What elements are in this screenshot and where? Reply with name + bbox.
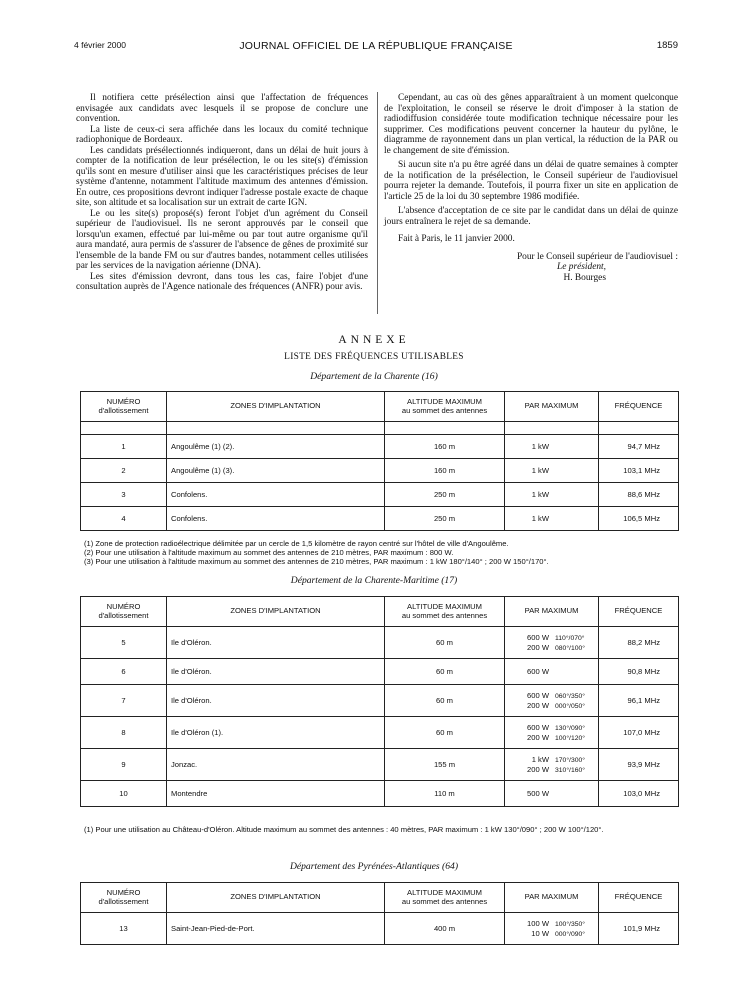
par-power: 200 W xyxy=(527,642,549,652)
column-header-num: NUMÉRO d'allotissement xyxy=(81,883,167,913)
column-divider xyxy=(377,92,378,314)
max-altitude: 155 m xyxy=(385,749,505,781)
implantation-zone: Confolens. xyxy=(167,483,385,507)
par-power: 600 W xyxy=(527,632,549,642)
table-spacer-row xyxy=(81,422,679,435)
par-line xyxy=(519,490,594,499)
column-header-num: NUMÉRO d'allotissement xyxy=(81,597,167,627)
implantation-zone: Saint-Jean-Pied-de-Port. xyxy=(167,913,385,945)
page-header xyxy=(74,40,678,54)
par-angles: 060°/350° xyxy=(555,692,586,700)
max-par xyxy=(505,685,599,717)
par-power: 500 W xyxy=(527,789,549,798)
max-altitude: 400 m xyxy=(385,913,505,945)
paragraph: Les candidats présélectionnés indiqueront, dans un délai de huit jours à compter de la notification de leur présélection, le ou les site(s) d'émission qu'ils sont en mesure d'utiliser ainsi que les caractéristiques précises de leur système d'antenne, notamment l'altitude maximum des antennes d'émission. En outre, ces propositions devront indiquer l'adresse postale exacte de chaque site, son altitude et sa localisation sur un extrait de carte IGN. xyxy=(76,145,368,208)
implantation-zone: Montendre xyxy=(167,781,385,807)
implantation-zone: Ile d'Oléron. xyxy=(167,627,385,659)
par-angles: 100°/120° xyxy=(555,734,586,742)
table-row xyxy=(81,781,679,807)
frequency: 88,2 MHz xyxy=(599,627,679,659)
paragraph: Si aucun site n'a pu être agréé dans un délai de quatre semaines à compter de la notification de la présélection, le Conseil supérieur de l'audiovisuel pourra rejeter la demande. Toutefois, il pourra fixer un site en application de l'article 25 de la loi du 30 septembre 1986 modifiée. xyxy=(384,160,678,202)
paragraph: Les sites d'émission devront, dans tous les cas, faire l'objet d'une consultation auprès de l'Agence nationale des fréquences (ANFR) pour avis. xyxy=(76,271,368,292)
column-header-altitude: ALTITUDE MAXIMUM au sommet des antennes xyxy=(385,392,505,422)
max-par xyxy=(505,659,599,685)
table-header-row xyxy=(81,392,679,422)
column-header-frequency: FRÉQUENCE xyxy=(599,392,679,422)
table-row xyxy=(81,749,679,781)
column-header-zones: ZONES D'IMPLANTATION xyxy=(167,883,385,913)
allotment-number: 4 xyxy=(81,507,167,531)
signature-for: Pour le Conseil supérieur de l'audiovisuel : xyxy=(516,251,678,262)
table-row xyxy=(81,507,679,531)
annexe-title: ANNEXE xyxy=(338,334,410,346)
par-line xyxy=(519,643,594,653)
par-angles: 310°/160° xyxy=(555,766,586,774)
max-par xyxy=(505,483,599,507)
paragraph: Il notifiera cette présélection ainsi que l'affectation de fréquences envisagée aux candidats avec lesquels il se propose de conclure une convention. xyxy=(76,93,368,124)
allotment-number: 7 xyxy=(81,685,167,717)
implantation-zone: Ile d'Oléron. xyxy=(167,659,385,685)
footnote: (2) Pour une utilisation à l'altitude maximum au sommet des antennes de 210 mètres, PAR maximum : 800 W. xyxy=(84,547,454,557)
frequency: 90,8 MHz xyxy=(599,659,679,685)
par-power: 1 kW xyxy=(531,754,549,764)
max-altitude: 60 m xyxy=(385,685,505,717)
par-angles: 110°/070° xyxy=(555,634,585,642)
department-title: Département de la Charente (16) xyxy=(310,371,438,382)
frequency: 103,1 MHz xyxy=(599,459,679,483)
table-header-row xyxy=(81,597,679,627)
table-row xyxy=(81,435,679,459)
footnote: (3) Pour une utilisation à l'altitude maximum au sommet des antennes de 210 mètres, PAR maximum : 1 kW 180°/140° ; 200 W 150°/170°. xyxy=(84,556,549,566)
department-title: Département des Pyrénées-Atlantiques (64) xyxy=(289,861,459,872)
max-par xyxy=(505,913,599,945)
par-power: 1 kW xyxy=(531,490,549,499)
table-row xyxy=(81,627,679,659)
page-number: 1859 xyxy=(656,40,678,51)
par-line xyxy=(519,667,594,676)
par-line xyxy=(519,723,594,733)
max-par xyxy=(505,459,599,483)
par-power: 10 W xyxy=(531,928,549,938)
table-row xyxy=(81,459,679,483)
par-angles: 000°/050° xyxy=(555,702,586,710)
par-angles: 170°/300° xyxy=(555,756,586,764)
par-power: 200 W xyxy=(527,700,549,710)
paragraph: Le ou les site(s) proposé(s) feront l'objet d'un agrément du Conseil supérieur de l'audiovisuel. Ils ne seront approuvés par le conseil que lorsqu'un examen, effectué par lui-même ou par tout autre organisme qu'il aura mandaté, aura permis de s'assurer de l'absence de gênes de proximité sur l'ensemble de la bande FM ou sur d'autres bandes, notamment celles utilisées par les services de la navigation aérienne (DNA). xyxy=(76,208,368,271)
par-angles: 080°/100° xyxy=(555,644,586,652)
allotment-number: 8 xyxy=(81,717,167,749)
par-angles: 100°/350° xyxy=(555,920,586,928)
column-header-num: NUMÉRO d'allotissement xyxy=(81,392,167,422)
implantation-zone: Ile d'Oléron (1). xyxy=(167,717,385,749)
frequency: 103,0 MHz xyxy=(599,781,679,807)
par-line xyxy=(519,733,594,743)
column-header-altitude: ALTITUDE MAXIMUM au sommet des antennes xyxy=(385,883,505,913)
par-power: 600 W xyxy=(527,667,549,676)
max-par xyxy=(505,507,599,531)
table-row xyxy=(81,717,679,749)
max-par xyxy=(505,749,599,781)
annexe-subtitle: LISTE DES FRÉQUENCES UTILISABLES xyxy=(284,352,464,362)
footnote: (1) Pour une utilisation au Château-d'Oléron. Altitude maximum au sommet des antennes : 40 mètres, PAR maximum : 1 kW 130°/090° ; 200 W 100°/120°. xyxy=(84,825,604,834)
frequency: 96,1 MHz xyxy=(599,685,679,717)
par-line xyxy=(519,691,594,701)
column-header-par: PAR MAXIMUM xyxy=(505,883,599,913)
implantation-zone: Angoulême (1) (3). xyxy=(167,459,385,483)
frequency: 106,5 MHz xyxy=(599,507,679,531)
par-line xyxy=(519,765,594,775)
column-header-zones: ZONES D'IMPLANTATION xyxy=(167,392,385,422)
table-header-row xyxy=(81,883,679,913)
frequency: 94,7 MHz xyxy=(599,435,679,459)
table-row xyxy=(81,685,679,717)
signature-role: Le président, xyxy=(557,262,606,273)
closing-line: Fait à Paris, le 11 janvier 2000. xyxy=(398,234,515,244)
max-par xyxy=(505,627,599,659)
frequency: 107,0 MHz xyxy=(599,717,679,749)
max-par xyxy=(505,435,599,459)
max-altitude: 110 m xyxy=(385,781,505,807)
par-power: 600 W xyxy=(527,690,549,700)
paragraph: La liste de ceux-ci sera affichée dans les locaux du comité technique radiophonique de Bordeaux. xyxy=(76,124,368,145)
allotment-number: 5 xyxy=(81,627,167,659)
signature-block xyxy=(384,252,678,284)
allotment-number: 6 xyxy=(81,659,167,685)
column-header-frequency: FRÉQUENCE xyxy=(599,597,679,627)
column-header-par: PAR MAXIMUM xyxy=(505,597,599,627)
department-title: Département de la Charente-Maritime (17) xyxy=(290,575,458,586)
par-power: 200 W xyxy=(527,732,549,742)
header-title: JOURNAL OFFICIEL DE LA RÉPUBLIQUE FRANÇAISE xyxy=(239,40,513,52)
allotment-number: 13 xyxy=(81,913,167,945)
max-altitude: 60 m xyxy=(385,717,505,749)
implantation-zone: Jonzac. xyxy=(167,749,385,781)
paragraph: Cependant, au cas où des gênes apparaîtraient à un moment quelconque de l'exploitation, le conseil se réserve le droit d'imposer à la station de radiodiffusion considérée toute modification technique nécessaire pour les supprimer. Ces modifications peuvent concerner la hauteur du pylône, le diagramme de rayonnement dans un plan vertical, la réduction de la PAR ou le changement de site d'émission. xyxy=(384,93,678,156)
par-power: 600 W xyxy=(527,722,549,732)
paragraph: L'absence d'acceptation de ce site par le candidat dans un délai de quinze jours entraînera le rejet de sa demande. xyxy=(384,206,678,227)
frequency: 101,9 MHz xyxy=(599,913,679,945)
par-power: 1 kW xyxy=(531,466,549,475)
column-header-zones: ZONES D'IMPLANTATION xyxy=(167,597,385,627)
max-altitude: 60 m xyxy=(385,659,505,685)
par-line xyxy=(519,701,594,711)
frequency-table xyxy=(80,596,679,807)
column-header-frequency: FRÉQUENCE xyxy=(599,883,679,913)
signature-name: H. Bourges xyxy=(563,273,606,284)
max-altitude: 60 m xyxy=(385,627,505,659)
right-column xyxy=(384,93,678,284)
implantation-zone: Ile d'Oléron. xyxy=(167,685,385,717)
par-line xyxy=(519,633,594,643)
frequency: 93,9 MHz xyxy=(599,749,679,781)
table-notes xyxy=(84,540,684,566)
table-row xyxy=(81,659,679,685)
allotment-number: 1 xyxy=(81,435,167,459)
allotment-number: 9 xyxy=(81,749,167,781)
par-line xyxy=(519,755,594,765)
max-altitude: 250 m xyxy=(385,483,505,507)
allotment-number: 10 xyxy=(81,781,167,807)
max-altitude: 250 m xyxy=(385,507,505,531)
par-line xyxy=(519,919,594,929)
par-power: 100 W xyxy=(527,918,549,928)
max-altitude: 160 m xyxy=(385,459,505,483)
frequency-table xyxy=(80,882,679,945)
table-notes xyxy=(84,826,684,835)
left-column xyxy=(76,93,368,293)
par-line xyxy=(519,466,594,475)
allotment-number: 2 xyxy=(81,459,167,483)
table-row xyxy=(81,483,679,507)
par-angles: 130°/090° xyxy=(555,724,586,732)
max-altitude: 160 m xyxy=(385,435,505,459)
par-line xyxy=(519,789,594,798)
implantation-zone: Angoulême (1) (2). xyxy=(167,435,385,459)
column-header-par: PAR MAXIMUM xyxy=(505,392,599,422)
column-header-altitude: ALTITUDE MAXIMUM au sommet des antennes xyxy=(385,597,505,627)
par-angles: 000°/090° xyxy=(555,930,586,938)
frequency-table xyxy=(80,391,679,531)
max-par xyxy=(505,717,599,749)
par-power: 200 W xyxy=(527,764,549,774)
frequency: 88,6 MHz xyxy=(599,483,679,507)
max-par xyxy=(505,781,599,807)
par-power: 1 kW xyxy=(531,442,549,451)
header-date: 4 février 2000 xyxy=(74,40,126,50)
par-line xyxy=(519,514,594,523)
par-power: 1 kW xyxy=(531,514,549,523)
par-line xyxy=(519,929,594,939)
implantation-zone: Confolens. xyxy=(167,507,385,531)
table-row xyxy=(81,913,679,945)
par-line xyxy=(519,442,594,451)
allotment-number: 3 xyxy=(81,483,167,507)
footnote: (1) Zone de protection radioélectrique délimitée par un cercle de 1,5 kilomètre de rayon centré sur l'hôtel de ville d'Angoulême. xyxy=(84,539,509,548)
